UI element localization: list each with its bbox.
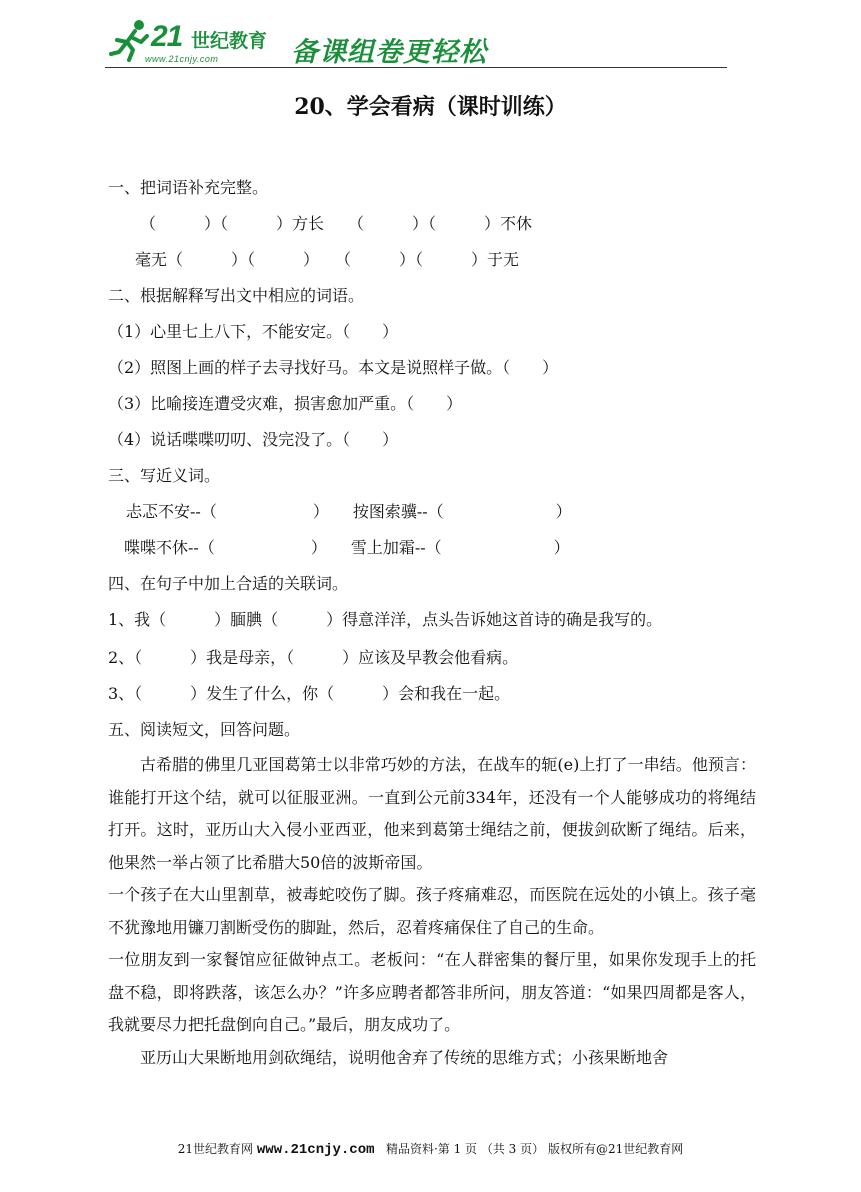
question-line: 1、我（ ）腼腆（ ）得意洋洋，点头告诉她这首诗的确是我写的。 [108,610,663,629]
section-heading: 五、阅读短文，回答问题。 [108,720,301,739]
question-line: 忐忑不安--（ ） 按图索骥--（ ） [126,502,572,521]
question-line: （4）说话喋喋叨叨、没完没了。（ ） [108,430,399,449]
question-line: 喋喋不休--（ ） 雪上加霜--（ ） [124,538,570,557]
page-header [105,14,727,70]
section-heading: 二、根据解释写出文中相应的词语。 [108,286,365,305]
passage-paragraph: 一个孩子在大山里割草，被毒蛇咬伤了脚。孩子疼痛难忍，而医院在远处的小镇上。孩子毫不犹豫地用镰刀割断受伤的脚趾，然后，忍着疼痛保住了自己的生命。 [108,885,756,937]
footer-url: www.21cnjy.com [256,1142,375,1158]
footer-site: 21世纪教育网 [177,1142,254,1156]
passage-paragraph: 一位朋友到一家餐馆应征做钟点工。老板问：“在人群密集的餐厅里，如果你发现手上的托盘不稳，即将跌落，该怎么办？”许多应聘者都答非所问，朋友答道：“如果四周都是客人，我就要尽力把托盘倒向自己。”最后，朋友成功了。 [108,950,756,1034]
brand-url: www.21cnjy.com [145,54,219,64]
brand-number: 21 [151,20,183,53]
question-line: （3）比喻接连遭受灾难，损害愈加严重。（ ） [108,394,463,413]
reading-passage [108,749,756,1074]
section-heading: 三、写近义词。 [108,466,221,485]
passage-paragraph: 古希腊的佛里几亚国葛第士以非常巧妙的方法，在战车的轭(e)上打了一串结。他预言：谁能打开这个结，就可以征服亚洲。一直到公元前334年，还没有一个人能够成功的将绳结打开。这时，亚历山大入侵小亚西亚，他来到葛第士绳结之前，便拔剑砍断了绳结。后来，他果然一举占领了比希腊大50倍的波斯帝国。 [108,755,756,872]
section-heading: 一、把词语补充完整。 [108,178,269,197]
section-heading: 四、在句子中加上合适的关联词。 [108,574,349,593]
footer-info: 精品资料·第 1 页 （共 3 页） 版权所有@21世纪教育网 [385,1142,684,1156]
passage-paragraph: 亚历山大果断地用剑砍绳结，说明他舍弃了传统的思维方式；小孩果断地舍 [140,1047,669,1067]
question-line: （1）心里七上八下，不能安定。（ ） [108,322,399,341]
question-line: 3、（ ）发生了什么，你（ ）会和我在一起。 [108,684,511,703]
question-line: （2）照图上画的样子去寻找好马。本文是说照样子做。（ ） [108,358,559,377]
question-line: （ ）（ ）方长 （ ）（ ）不休 [140,214,533,233]
question-line: 2、（ ）我是母亲，（ ）应该及早教会他看病。 [108,648,519,667]
header-divider [105,67,727,68]
slogan: 备课组卷更轻松 [291,37,487,68]
page-title: 20、学会看病（课时训练） [294,94,567,120]
brand-name: 世纪教育 [191,30,268,52]
page-footer [0,1140,861,1158]
question-line: 毫无（ ）（ ） （ ）（ ）于无 [135,250,520,269]
